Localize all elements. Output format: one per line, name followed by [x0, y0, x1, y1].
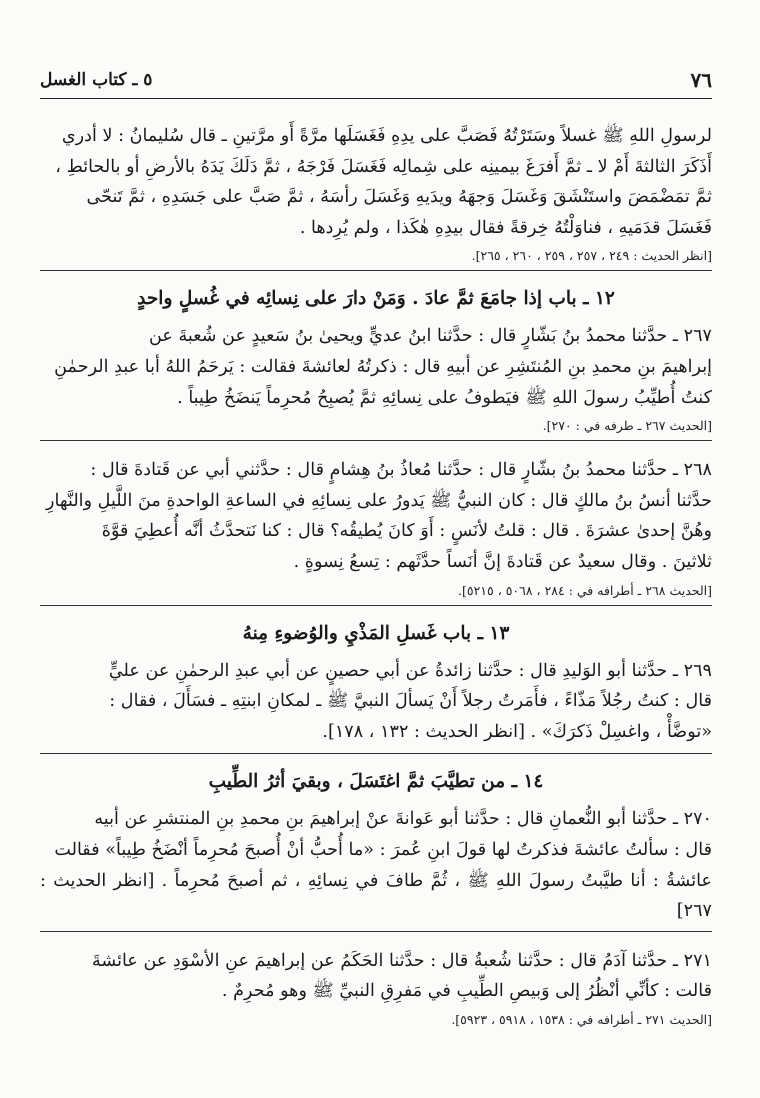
- hadith-271: [40, 946, 712, 1007]
- section-heading: ١٢ ـ باب إذا جامَعَ ثمَّ عادَ . وَمَنْ دارَ على نِسائِه في غُسلٍ واحدٍ: [137, 288, 615, 310]
- text-line: أَذَكَرَ الثالثةَ أَمْ لا ـ ثمَّ أَفرَغَ بيمينِه على شِمالِه فَغَسَلَ فَرْجَهُ ، ثمَّ دَلَكَ يَدَهُ بالأرضِ أو بالحائطِ ،: [55, 156, 712, 177]
- hadith-reference: [الحديث ٢٦٨ ـ أطرافه في : ٢٨٤ ، ٥٠٦٨ ، ٥٢١٥].: [458, 582, 712, 598]
- hadith-reference: [انظر الحديث : ٢٤٩ ، ٢٥٧ ، ٢٥٩ ، ٢٦٠ ، ٢٦٥].: [471, 248, 712, 264]
- hadith-270: [40, 804, 712, 926]
- text-line: ٢٦٧ ـ حدَّثنا محمدُ بنُ بَشّارٍ قال : حدَّثنا ابنُ عديٍّ ويحيىٰ بنُ سَعيدٍ عن شُعبةَ عن: [149, 326, 712, 347]
- chapter-title: ٥ ـ كتاب الغسل: [40, 70, 153, 90]
- hadith-reference: [الحديث ٢٦٧ ـ طرفه في : ٢٧٠].: [542, 418, 712, 434]
- section-heading: ١٣ ـ باب غَسلِ المَذْيِ والوُضوءِ مِنهُ: [242, 622, 510, 644]
- text-line: وهُنَّ إحدىٰ عشرَةَ . قال : قلتُ لأنَسٍ : أَوَ كانَ يُطيقُه؟ قال : كنا نَتحدَّثُ أنَّه أُعطِيَ قوَّةَ: [101, 521, 712, 542]
- text-line: عائشةُ : أنا طيَّبتُ رسولَ اللهِ ﷺ ، ثُمَّ طافَ في نِسائِهِ ، ثم أصبحَ مُحرِماً . [انظر الحديث : ٢٦٧]: [40, 870, 712, 922]
- text-line: ثمَّ تمَضْمَضَ واستَنْشَقَ وَغَسَلَ وَجهَهُ ويدَيهِ وَغَسَلَ رأسَهُ ، ثمَّ صَبَّ على جَسَدِهِ ، ثمَّ تَنحّى: [86, 187, 712, 208]
- text-line: «توضَّأْ ، واغسِلْ ذَكرَكَ» . [انظر الحديث : ١٣٢ ، ١٧٨].: [322, 721, 712, 742]
- text-line: ٢٧٠ ـ حدَّثنا أبو النُّعمانِ قال : حدَّثنا أبو عَوانةَ عنْ إبراهيمَ بنِ محمدِ بنِ المنتشرِ عن أبيه: [94, 809, 712, 830]
- divider: [40, 605, 712, 606]
- text-line: كنتُ أُطيِّبُ رسولَ اللهِ ﷺ فيَطوفُ على نِسائِهِ ثمَّ يُصبِحُ مُحرِماً يَنضَخُ طِيباً .: [177, 387, 712, 408]
- text-line: ٢٧١ ـ حدَّثنا آدَمُ قال : حدَّثنا شُعبةُ قال : حدَّثنا الحَكَمُ عن إبراهيمَ عنِ الأسْوَدِ عن عائشةَ: [91, 950, 712, 971]
- text-line: قال : سألتُ عائشةَ فذكرتُ لها قولَ ابنِ عُمرَ : «ما أُحبُّ أنْ أُصبحَ مُحرِماً أنْضَخُ طِيباً» فقالت: [54, 839, 712, 860]
- book-page: [40, 68, 712, 1034]
- section-heading: ١٤ ـ من تطيَّبَ ثمَّ اغتَسَلَ ، وبقيَ أثرُ الطِّيبِ: [208, 771, 544, 793]
- text-line: قال : كنتُ رجُلاً مَذّاءً ، فأَمَرتُ رجلاً أَنْ يَسألَ النبيَّ ﷺ ـ لمكانِ ابنتِهِ ـ فسَأَلَ ، فقال :: [109, 691, 712, 712]
- text-line: لرسولِ اللهِ ﷺ غسلاً وسَتَرْتُهُ فَصَبَّ على يدِهِ فَغَسَلَها مرَّةً أَو مرَّتينِ ـ قال سُليمانُ : لا أدري: [61, 126, 712, 146]
- page-number: ٧٦: [690, 68, 712, 92]
- page-header: [40, 68, 712, 99]
- text-line: ٢٦٩ ـ حدَّثنا أبو الوَليدِ قال : حدَّثنا زائدةُ عن أبي حصينٍ عن أبي عبدِ الرحمٰنِ عن عليٍّ: [108, 660, 712, 681]
- divider: [40, 270, 712, 271]
- intro-paragraph: [40, 121, 712, 243]
- text-line: فَغَسَلَ قدَمَيهِ ، فناوَلْتُهُ خِرقةً فقال بيدِهِ هٰكَذا ، ولم يُرِدها .: [299, 217, 712, 238]
- divider: [40, 753, 712, 754]
- text-line: إبراهيمَ بنِ محمدِ بنِ المُنتَشِرِ عن أبيهِ قال : ذكرتُهُ لعائشةَ فقالت : يَرحَمُ اللهُ أبا عبدِ الرحمٰنِ: [54, 356, 712, 377]
- divider: [40, 440, 712, 441]
- hadith-267: [40, 321, 712, 413]
- hadith-269: [40, 656, 712, 748]
- hadith-268: [40, 455, 712, 577]
- divider: [40, 931, 712, 932]
- text-line: حدَّثنا أنسُ بنُ مالكٍ قال : كان النبيُّ ﷺ يَدورُ على نِسائِهِ في الساعةِ الواحدةِ منَ اللَّيلِ والنَّهارِ: [46, 490, 712, 511]
- hadith-reference: [الحديث ٢٧١ ـ أطرافه في : ١٥٣٨ ، ٥٩١٨ ، ٥٩٢٣].: [451, 1011, 712, 1027]
- text-line: ٢٦٨ ـ حدَّثنا محمدُ بنُ بشّارٍ قال : حدَّثنا مُعاذُ بنُ هِشامٍ قال : حدَّثني أبي عن قَتادةَ قال :: [90, 460, 712, 481]
- text-line: ثلاثينَ . وقال سعيدٌ عن قَتادةَ إنَّ أنَساً حدَّثَهم : تِسعُ نِسوةٍ .: [293, 551, 712, 572]
- text-line: قالت : كأنِّي أنْظُرُ إلى وَبيصِ الطِّيبِ في مَفرِقِ النبيِّ ﷺ وهو مُحرِمٌ .: [221, 981, 712, 1002]
